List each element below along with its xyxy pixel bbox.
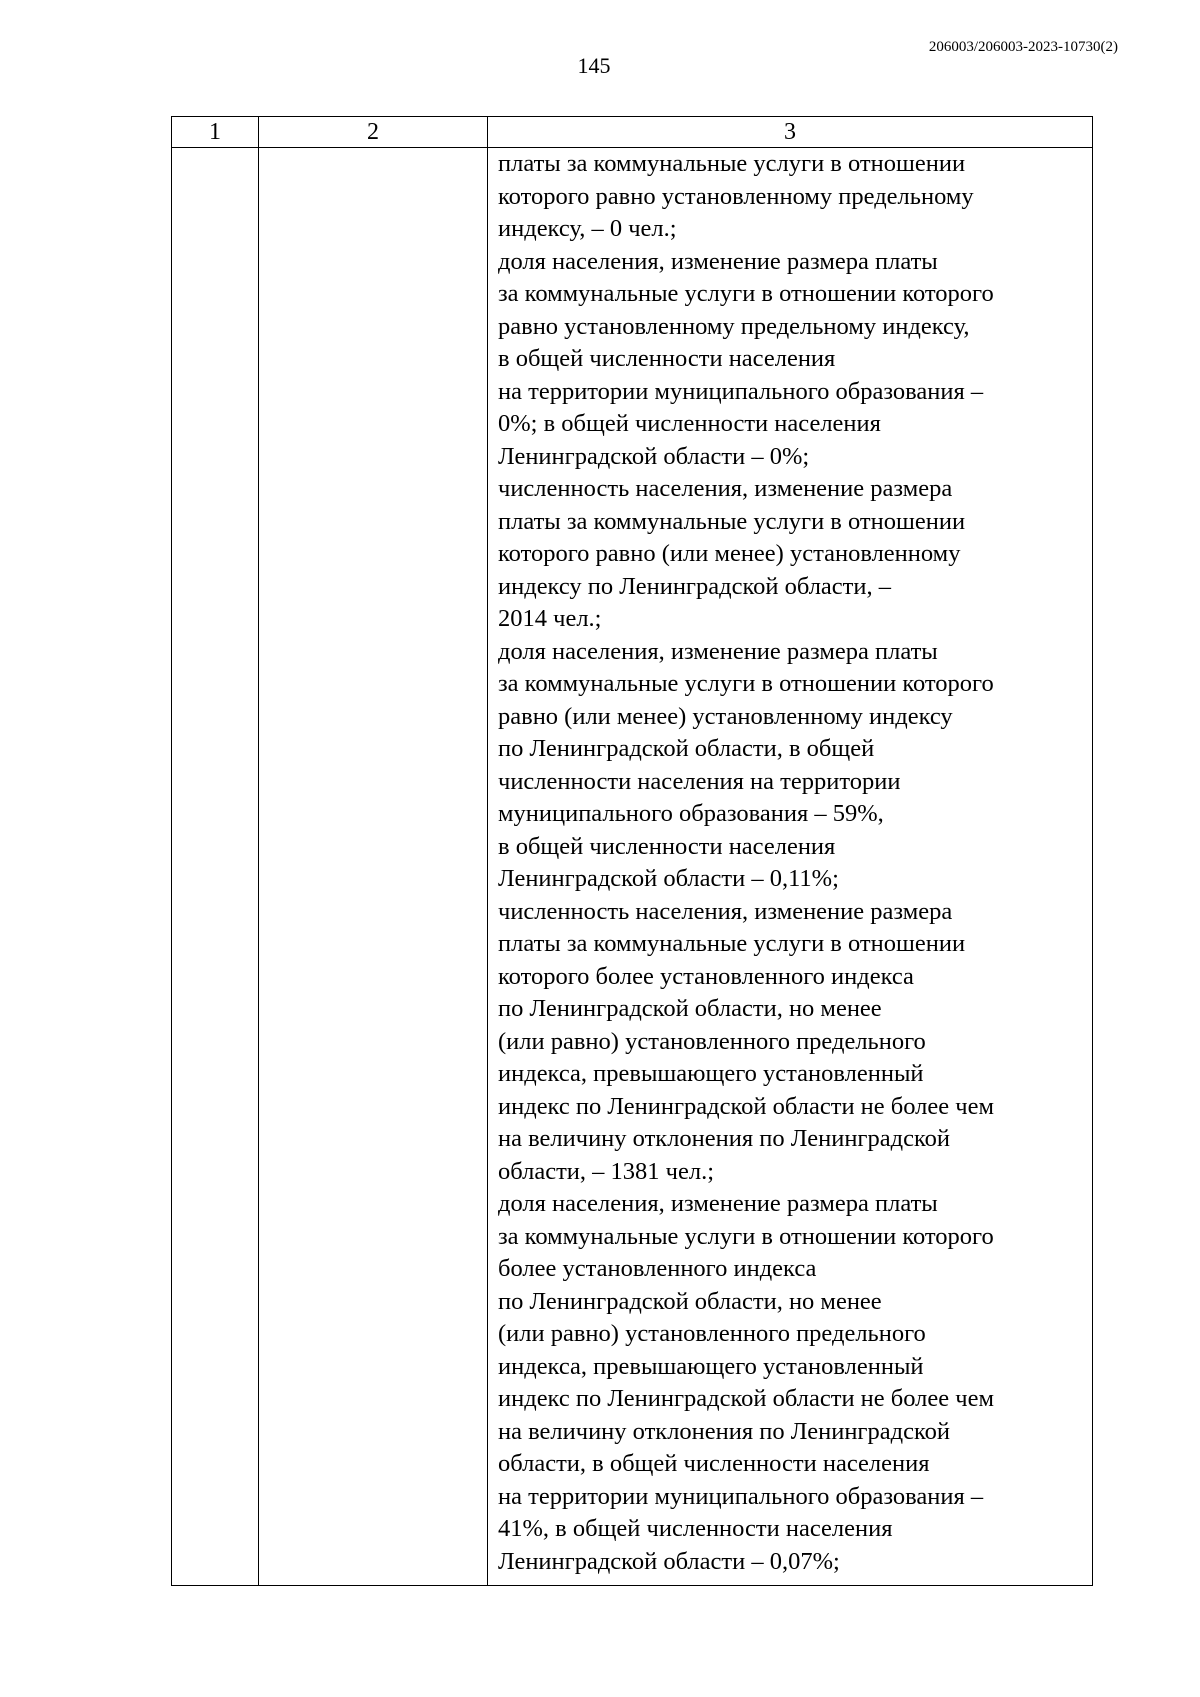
main-table	[171, 116, 1093, 1586]
page-number: 145	[577, 53, 611, 78]
column-header-3: 3	[488, 117, 1093, 148]
cell-text	[488, 148, 1092, 1578]
text-line: Ленинградской области – 0,11%;	[498, 865, 839, 892]
column-header-2: 2	[259, 117, 488, 148]
row-cell-col3	[488, 148, 1093, 1586]
text-line: которого равно (или менее) установленному	[498, 540, 961, 567]
text-line: доля населения, изменение размера платы	[498, 1190, 938, 1217]
text-line: Ленинградской области – 0,07%;	[498, 1547, 840, 1575]
text-line: за коммунальные услуги в отношении которого	[498, 670, 994, 697]
text-line: области, в общей численности населения	[498, 1450, 930, 1477]
column-header-1: 1	[172, 117, 259, 148]
table-row	[172, 148, 1093, 1586]
text-line: более установленного индекса	[498, 1255, 817, 1282]
text-line: равно (или менее) установленному индексу	[498, 702, 953, 730]
text-line: платы за коммунальные услуги в отношении	[498, 507, 966, 535]
text-line: в общей численности населения	[498, 345, 836, 372]
text-line: за коммунальные услуги в отношении которого	[498, 1222, 994, 1250]
text-line: по Ленинградской области, в общей	[498, 735, 875, 762]
text-line: доля населения, изменение размера платы	[498, 637, 938, 665]
text-line: платы за коммунальные услуги в отношении	[498, 150, 966, 177]
text-line: индекс по Ленинградской области не более чем	[498, 1385, 994, 1412]
text-line: (или равно) установленного предельного	[498, 1027, 926, 1055]
text-line: муниципального образования – 59%,	[498, 800, 884, 827]
text-line: которого более установленного индекса	[498, 962, 914, 990]
text-line: области, – 1381 чел.;	[498, 1157, 715, 1185]
text-line: 41%, в общей численности населения	[498, 1515, 893, 1542]
text-line: на величину отклонения по Ленинградской	[498, 1125, 950, 1152]
text-line: численность населения, изменение размера	[498, 897, 953, 925]
text-line: на величину отклонения по Ленинградской	[498, 1417, 950, 1445]
document-id: 206003/206003-2023-10730(2)	[928, 39, 1118, 55]
text-line: индекса, превышающего установленный	[498, 1060, 924, 1087]
text-line: индексу по Ленинградской области, –	[498, 572, 891, 600]
text-line: на территории муниципального образования –	[498, 1482, 984, 1510]
text-line: индексу, – 0 чел.;	[498, 215, 677, 242]
text-line: в общей численности населения	[498, 832, 836, 860]
text-line: 2014 чел.;	[498, 605, 602, 632]
text-line: (или равно) установленного предельного	[498, 1320, 926, 1347]
text-line: 0%; в общей численности населения	[498, 410, 881, 437]
text-line: платы за коммунальные услуги в отношении	[498, 930, 966, 957]
text-line: численность населения, изменение размера	[498, 475, 953, 502]
text-line: доля населения, изменение размера платы	[498, 247, 938, 275]
text-line: равно установленному предельному индексу,	[498, 312, 970, 340]
text-line: по Ленинградской области, но менее	[498, 995, 882, 1022]
row-cell-col2	[259, 148, 488, 1586]
row-cell-col1	[172, 148, 259, 1586]
text-line: по Ленинградской области, но менее	[498, 1287, 882, 1315]
text-line: индекс по Ленинградской области не более чем	[498, 1092, 994, 1120]
text-line: индекса, превышающего установленный	[498, 1352, 924, 1380]
text-line: Ленинградской области – 0%;	[498, 442, 810, 470]
text-line: на территории муниципального образования –	[498, 377, 984, 405]
text-line: численности населения на территории	[498, 767, 901, 795]
table-header-row	[172, 117, 1093, 148]
text-line: за коммунальные услуги в отношении которого	[498, 280, 994, 307]
text-line: которого равно установленному предельному	[498, 182, 974, 210]
